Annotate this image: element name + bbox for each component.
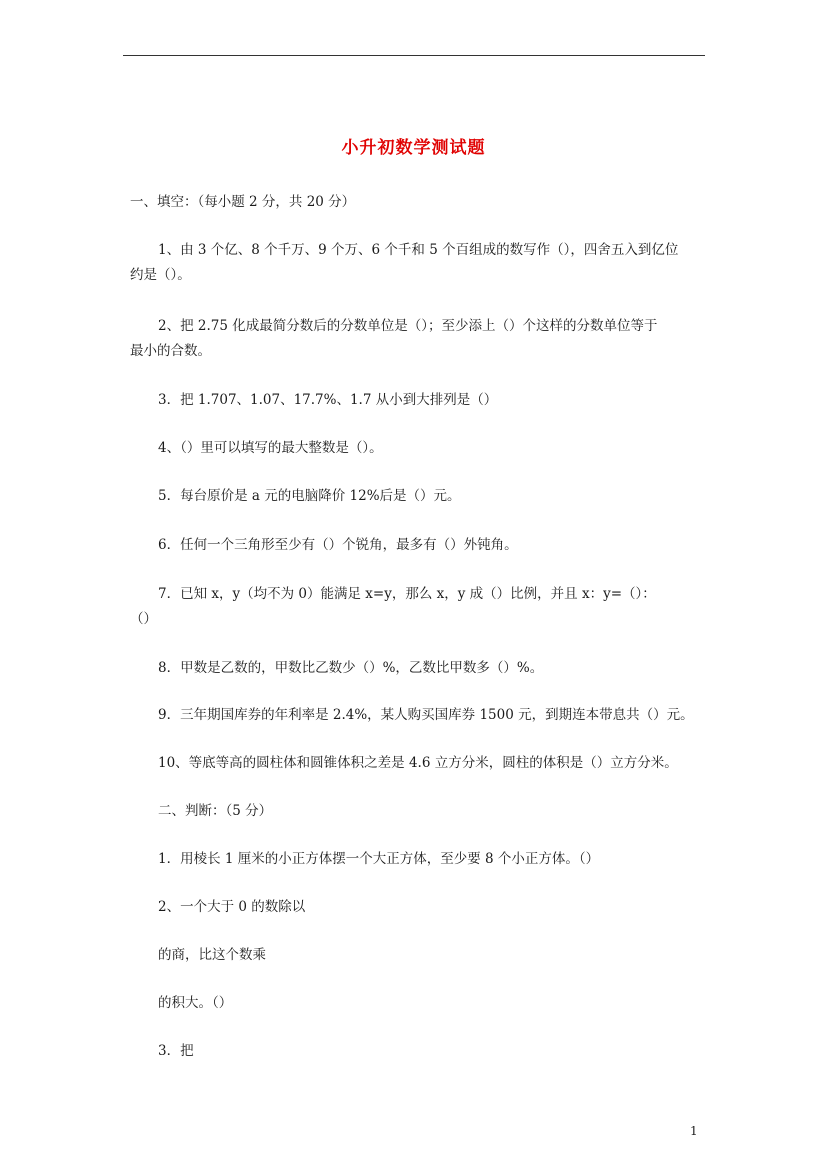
header-rule bbox=[123, 55, 705, 56]
question-10: 10、等底等高的圆柱体和圆锥体积之差是 4.6 立方分米，圆柱的体积是（）立方分米。 bbox=[158, 755, 678, 771]
question-8: 8．甲数是乙数的，甲数比乙数少（）%，乙数比甲数多（）%。 bbox=[158, 660, 544, 676]
section1-heading: 一、填空：（每小题 2 分，共 20 分） bbox=[130, 194, 356, 210]
judgment-2-line-3: 的积大。（） bbox=[158, 995, 233, 1011]
question-5: 5．每台原价是 a 元的电脑降价 12%后是（）元。 bbox=[158, 488, 461, 504]
question-6: 6．任何一个三角形至少有（）个锐角，最多有（）外钝角。 bbox=[158, 537, 518, 553]
question-1-line-2: 约是（）。 bbox=[130, 267, 191, 283]
question-1-line-1: 1、由 3 个亿、8 个千万、9 个万、6 个千和 5 个百组成的数写作（），四舍五入到亿位 bbox=[158, 242, 679, 258]
question-2-line-1: 2、把 2.75 化成最简分数后的分数单位是（）；至少添上（）个这样的分数单位等于 bbox=[158, 318, 658, 334]
question-9: 9．三年期国库券的年利率是 2.4%，某人购买国库券 1500 元，到期连本带息共（）元。 bbox=[158, 707, 694, 723]
judgment-1: 1．用棱长 1 厘米的小正方体摆一个大正方体，至少要 8 个小正方体。（） bbox=[158, 851, 600, 867]
judgment-2-line-1: 2、一个大于 0 的数除以 bbox=[158, 899, 306, 915]
judgment-3: 3．把 bbox=[158, 1043, 194, 1059]
question-2-line-2: 最小的合数。 bbox=[130, 343, 211, 359]
judgment-2-line-2: 的商，比这个数乘 bbox=[158, 947, 266, 963]
question-4: 4、（）里可以填写的最大整数是（）。 bbox=[158, 440, 383, 456]
page-title: 小升初数学测试题 bbox=[341, 138, 486, 158]
question-7-line-2: （） bbox=[130, 611, 157, 627]
page-number: 1 bbox=[690, 1124, 698, 1138]
question-3: 3．把 1.707、1.07、17.7%、1.7 从小到大排列是（） bbox=[158, 392, 498, 408]
question-7-line-1: 7．已知 x，y（均不为 0）能满足 x=y，那么 x，y 成（）比例，并且 x：y=（）： bbox=[158, 586, 656, 602]
section2-heading: 二、判断：（5 分） bbox=[158, 803, 273, 819]
